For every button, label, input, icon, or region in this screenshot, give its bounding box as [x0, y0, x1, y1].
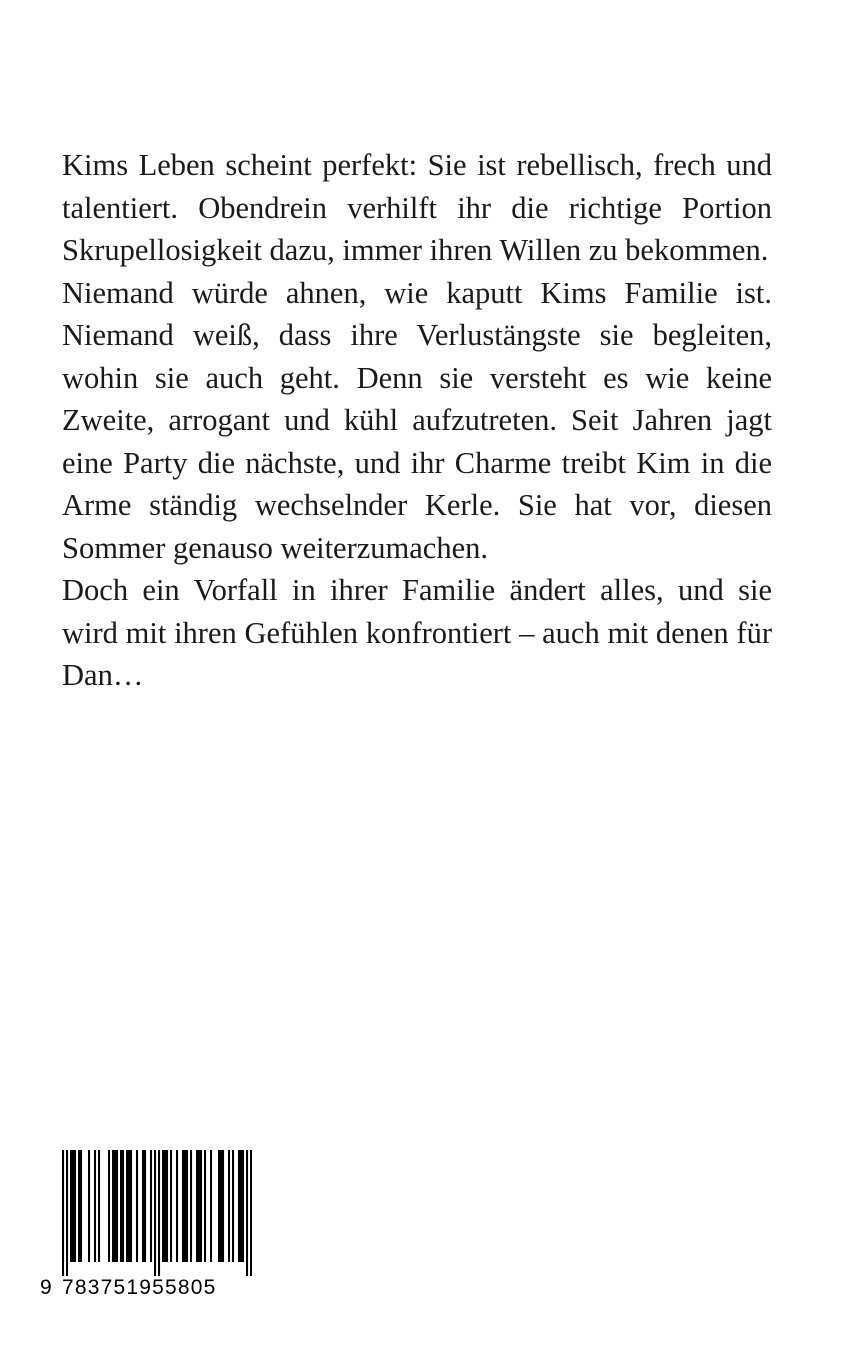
barcode-bars — [62, 1150, 252, 1278]
barcode-bar — [70, 1150, 72, 1262]
barcode-bar — [144, 1150, 146, 1262]
barcode-bar — [218, 1150, 220, 1262]
barcode-bar — [74, 1150, 76, 1262]
barcode-bar — [98, 1150, 100, 1262]
isbn-digits: 783751955805 — [62, 1276, 217, 1299]
barcode-bar — [128, 1150, 130, 1262]
isbn-lead-digit: 9 — [40, 1276, 53, 1299]
barcode-bar — [158, 1150, 160, 1276]
barcode-bar — [88, 1150, 90, 1262]
barcode-bar — [238, 1150, 240, 1262]
barcode-bar — [130, 1150, 132, 1262]
barcode-bar — [80, 1150, 82, 1262]
blurb-paragraph: Doch ein Vorfall in ihrer Familie ändert alles, und sie wird mit ihren Gefühlen konfrontiert – auch mit denen für Dan… — [62, 573, 772, 692]
barcode-bar — [176, 1150, 178, 1262]
barcode-bar — [232, 1150, 234, 1262]
barcode-bar — [112, 1150, 114, 1262]
barcode-bar — [162, 1150, 164, 1262]
isbn-number — [40, 1276, 217, 1300]
barcode-bar — [204, 1150, 206, 1262]
barcode-bar — [182, 1150, 184, 1262]
barcode-bar — [114, 1150, 116, 1262]
blurb-paragraph: Niemand würde ahnen, wie kaputt Kims Familie ist. Niemand weiß, dass ihre Verlustängste sie begleiten, wohin sie auch geht. Denn sie versteht es wie keine Zweite, arrogant und kühl aufzutreten. Seit Jahren jagt eine Party die nächste, und ihr Charme treibt Kim in die Arme ständig wechselnder Kerle. Sie hat vor, diesen Sommer genauso weiterzumachen. — [62, 275, 772, 565]
barcode-bar — [166, 1150, 168, 1262]
barcode-bar — [154, 1150, 156, 1276]
barcode-bar — [184, 1150, 186, 1262]
barcode-bar — [122, 1150, 124, 1262]
barcode-bar — [108, 1150, 110, 1262]
barcode-bar — [136, 1150, 138, 1262]
blurb-paragraph: Kims Leben scheint perfekt: Sie ist rebellisch, frech und talentiert. Obendrein verhilft ihr die richtige Portion Skrupellosigkeit dazu, immer ihren Willen zu bekommen. — [62, 148, 772, 267]
barcode-bar — [78, 1150, 80, 1262]
barcode-bar — [200, 1150, 202, 1262]
isbn-barcode — [40, 1150, 250, 1310]
barcode-bar — [250, 1150, 252, 1276]
barcode-bar — [150, 1150, 152, 1262]
barcode-bar — [220, 1150, 222, 1262]
barcode-bar — [94, 1150, 96, 1262]
barcode-bar — [222, 1150, 224, 1262]
barcode-bar — [62, 1150, 64, 1276]
back-cover-blurb — [62, 144, 772, 697]
barcode-bar — [246, 1150, 248, 1276]
barcode-bar — [116, 1150, 118, 1262]
barcode-bar — [164, 1150, 166, 1262]
barcode-bar — [190, 1150, 192, 1262]
barcode-bar — [228, 1150, 230, 1262]
barcode-bar — [186, 1150, 188, 1262]
barcode-bar — [198, 1150, 200, 1262]
barcode-bar — [120, 1150, 122, 1262]
barcode-bar — [170, 1150, 172, 1262]
barcode-bar — [66, 1150, 68, 1276]
barcode-bar — [142, 1150, 144, 1262]
barcode-bar — [210, 1150, 212, 1262]
barcode-bar — [196, 1150, 198, 1262]
barcode-bar — [72, 1150, 74, 1262]
barcode-bar — [242, 1150, 244, 1262]
barcode-bar — [126, 1150, 128, 1262]
barcode-bar — [240, 1150, 242, 1262]
